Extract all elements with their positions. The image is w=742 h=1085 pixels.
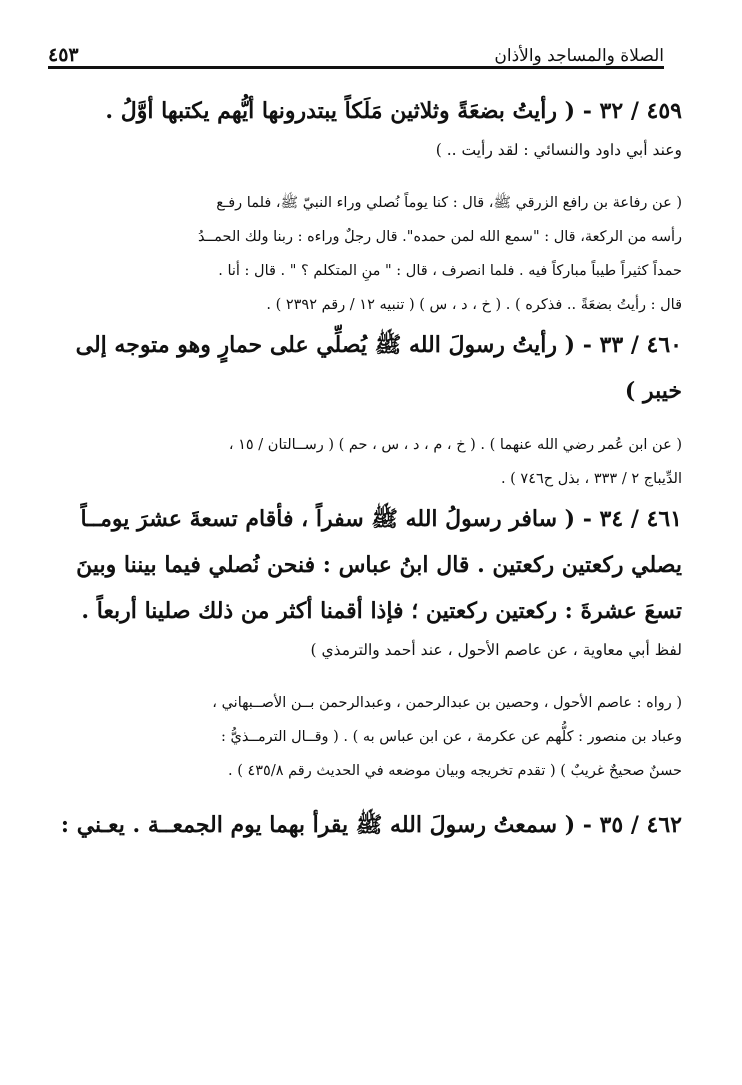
hadith-459-source-line: رأسه من الركعة، قال : "سمع الله لمن حمده". قال رجلٌ وراءه : ربنا ولك الحمــدُ [197,229,682,245]
hadith-459-text: ٤٥٩ / ٣٢ - ( رأيتُ بضعَةً وثلاثين مَلَكاً يبتدرونها أيُّهم يكتبها أوَّلُ . [105,98,682,124]
hadith-461-source-line: وعباد بن منصور : كلُّهم عن عكرمة ، عن ابن عباس به ) . ( وقــال الترمــذيُّ : [220,729,682,745]
hadith-459-source-line: ( عن رفاعة بن رافع الزرقي ﷺ، قال : كنا يوماً نُصلي وراء النبيّ ﷺ، فلما رفـع [216,195,682,211]
spacer [44,788,682,802]
spacer [44,672,682,686]
spacer [44,172,682,186]
hadith-462-text: ٤٦٢ / ٣٥ - ( سمعتُ رسولَ الله ﷺ يقرأ بهما يوم الجمعــة . يعـني : [60,812,682,838]
hadith-461-source-line: حسنٌ صحيحٌ غريبٌ ) ( تقدم تخريجه وبيان موضعه في الحديث رقم ٤٣٥/٨ ) . [228,763,682,779]
header-rule [48,66,664,69]
hadith-460-source-line: الدِّيباج ٢ / ٣٣٣ ، بذل ح٧٤٦ ) . [500,471,682,487]
hadith-461-note: لفظ أبي معاوية ، عن عاصم الأحول ، عند أحمد والترمذي ) [310,641,682,659]
spacer [44,414,682,428]
page-number: ٤٥٣ [48,44,79,66]
page-header [48,30,664,66]
chapter-title: الصلاة والمساجد والأذان [494,46,664,66]
hadith-461-text-line: ٤٦١ / ٣٤ - ( سافر رسولُ الله ﷺ سفراً ، فأقام تسعةَ عشرَ يومــاً [80,506,682,532]
hadith-459-note: وعند أبي داود والنسائي : لقد رأيت .. ) [435,141,682,159]
hadith-460-text-line: خيبر ) [624,378,682,404]
hadith-460-text-line: ٤٦٠ / ٣٣ - ( رأيتُ رسولَ الله ﷺ يُصلِّي على حمارٍ وهو متوجه إلى [75,332,682,358]
hadith-461-source-line: ( رواه : عاصم الأحول ، وحصين بن عبدالرحمن ، وعبدالرحمن بــن الأصــبهاني ، [212,695,682,711]
hadith-460-source-line: ( عن ابن عُمر رضي الله عنهما ) . ( خ ، م ، د ، س ، حم ) ( رســالتان / ١٥ ، [228,437,682,453]
hadith-459-source-line: حمداً كثيراً طيباً مباركاً فيه . فلما انصرف ، قال : " منِ المتكلم ؟ " . قال : أنا . [218,263,682,279]
hadith-461-text-line: يصلي ركعتين ركعتين . قال ابنُ عباس : فنحن نُصلي فيما بيننا وبينَ [76,552,682,578]
hadith-459-source-line: قال : رأيتُ بضعَةً .. فذكره ) . ( خ ، د ، س ) ( تنبيه ١٢ / رقم ٢٣٩٢ ) . [266,297,682,313]
hadith-461-text-line: تسعَ عشرةَ : ركعتين ركعتين ؛ فإذا أقمنا أكثر من ذلك صلينا أربعاً . [81,598,682,624]
page-body [44,88,682,848]
